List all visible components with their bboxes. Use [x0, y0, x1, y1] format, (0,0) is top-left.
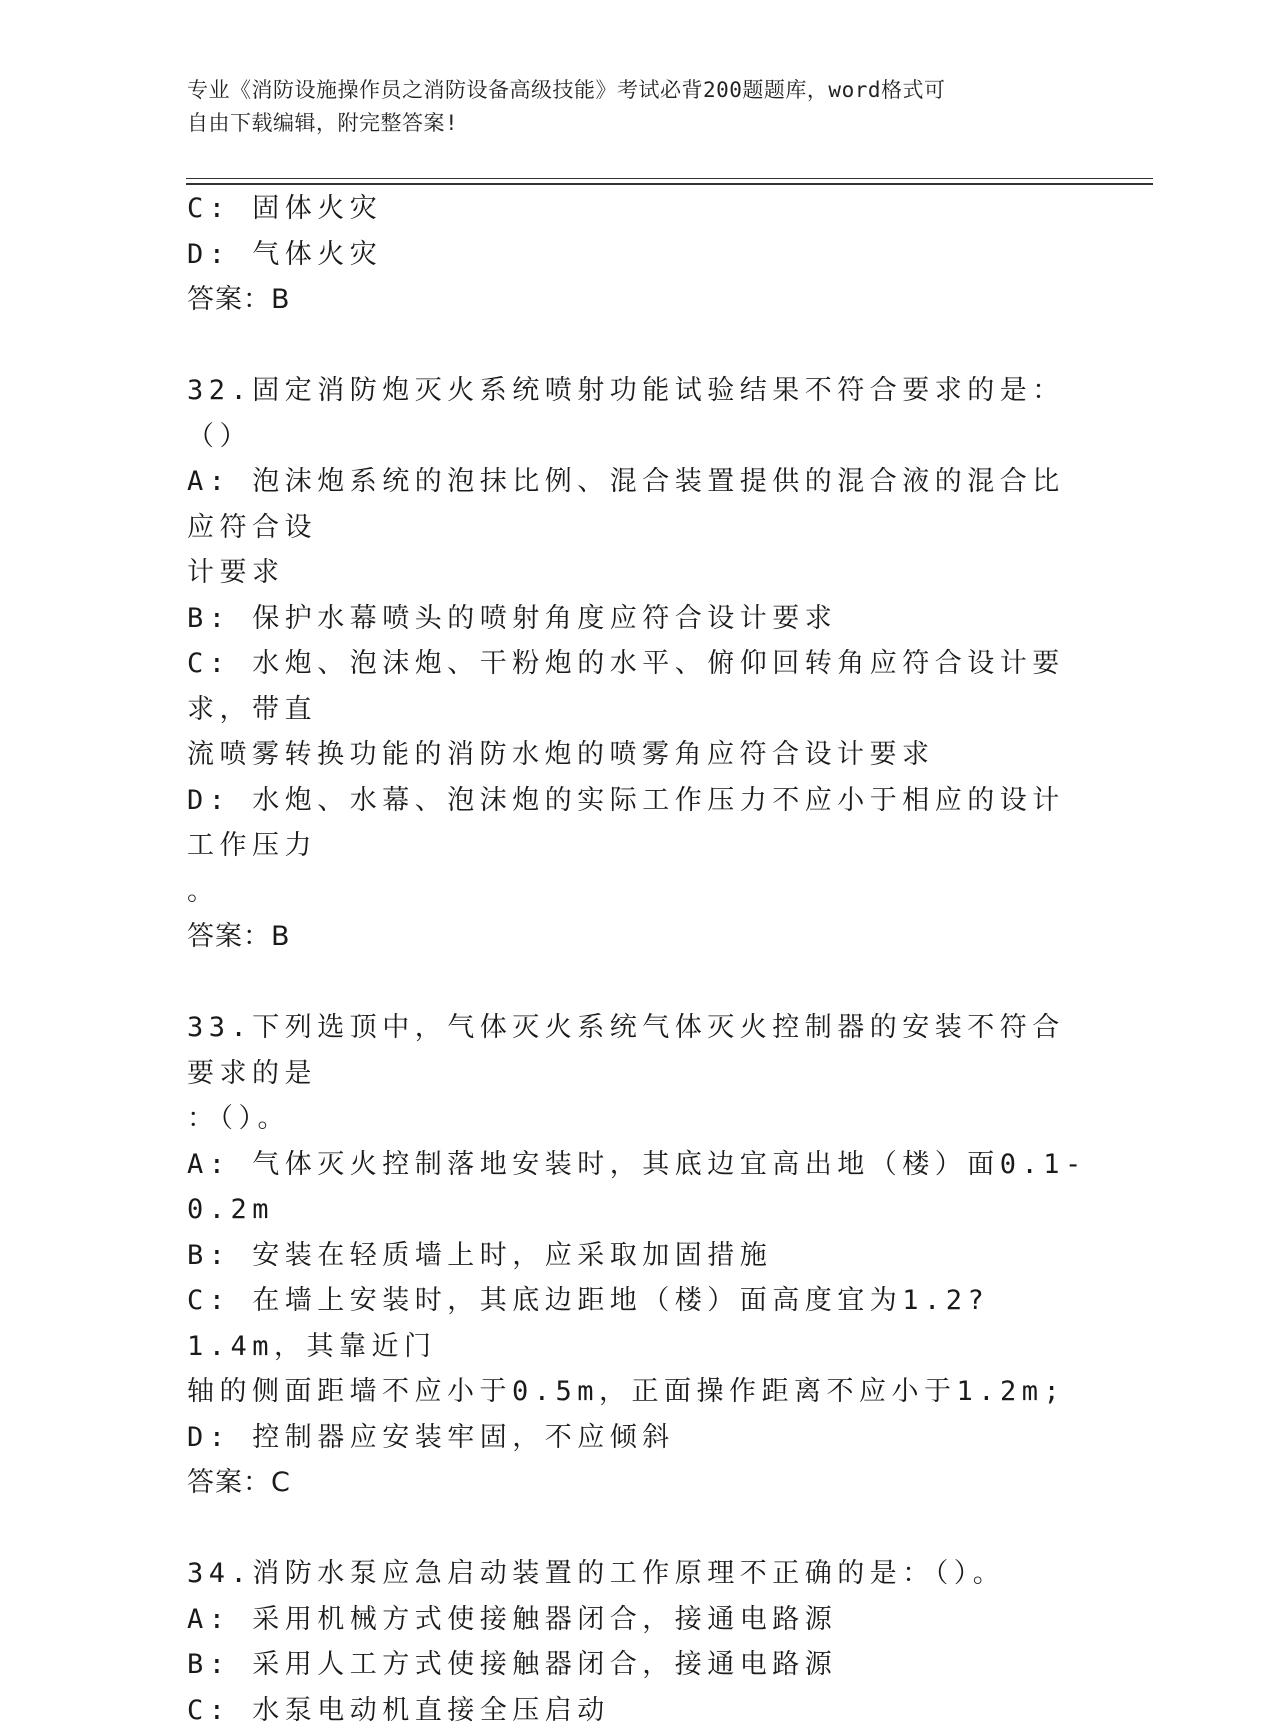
option-c: C: 固体火灾 [187, 186, 1087, 232]
option-a-cont: 计要求 [187, 550, 1087, 596]
page-header [187, 74, 1067, 140]
option-d: D: 水炮、水幕、泡沫炮的实际工作压力不应小于相应的设计工作压力 [187, 778, 1087, 869]
question-stem: 34.消防水泵应急启动装置的工作原理不正确的是：（）。 [187, 1551, 1087, 1597]
question-34 [187, 1551, 1087, 1733]
answer-line: 答案：B [187, 277, 1087, 323]
header-divider-thick [186, 183, 1153, 185]
header-line-1: 专业《消防设施操作员之消防设备高级技能》考试必背200题题库，word格式可 [187, 74, 1067, 107]
answer-line: 答案：B [187, 914, 1087, 960]
option-b: B: 保护水幕喷头的喷射角度应符合设计要求 [187, 596, 1087, 642]
option-a: A: 气体灭火控制落地安装时，其底边宜高出地（楼）面0.1-0.2m [187, 1142, 1087, 1233]
option-c: C: 在墙上安装时，其底边距地（楼）面高度宜为1.2?1.4m，其靠近门 [187, 1278, 1087, 1369]
option-a: A: 泡沫炮系统的泡抹比例、混合装置提供的混合液的混合比应符合设 [187, 459, 1087, 550]
option-d: D: 控制器应安装牢固，不应倾斜 [187, 1415, 1087, 1461]
question-stem-cont: ：（）。 [187, 1096, 1087, 1142]
question-31-tail [187, 186, 1087, 323]
option-c-cont: 轴的侧面距墙不应小于0.5m，正面操作距离不应小于1.2m; [187, 1369, 1087, 1415]
option-d-cont: 。 [187, 869, 1087, 915]
option-b: B: 采用人工方式使接触器闭合，接通电路源 [187, 1642, 1087, 1688]
question-stem: 33.下列选顶中，气体灭火系统气体灭火控制器的安装不符合要求的是 [187, 1005, 1087, 1096]
question-33 [187, 1005, 1087, 1506]
header-divider-thin [186, 178, 1153, 179]
question-32 [187, 368, 1087, 960]
header-line-2: 自由下载编辑，附完整答案! [187, 107, 1067, 140]
option-a: A: 采用机械方式使接触器闭合，接通电路源 [187, 1597, 1087, 1643]
option-c: C: 水泵电动机直接全压启动 [187, 1688, 1087, 1733]
option-d: D: 气体火灾 [187, 232, 1087, 278]
question-content [187, 186, 1087, 1733]
answer-line: 答案：C [187, 1460, 1087, 1506]
option-c: C: 水炮、泡沫炮、干粉炮的水平、俯仰回转角应符合设计要求，带直 [187, 641, 1087, 732]
option-c-cont: 流喷雾转换功能的消防水炮的喷雾角应符合设计要求 [187, 732, 1087, 778]
question-stem: 32.固定消防炮灭火系统喷射功能试验结果不符合要求的是：（） [187, 368, 1087, 459]
option-b: B: 安装在轻质墙上时，应采取加固措施 [187, 1233, 1087, 1279]
